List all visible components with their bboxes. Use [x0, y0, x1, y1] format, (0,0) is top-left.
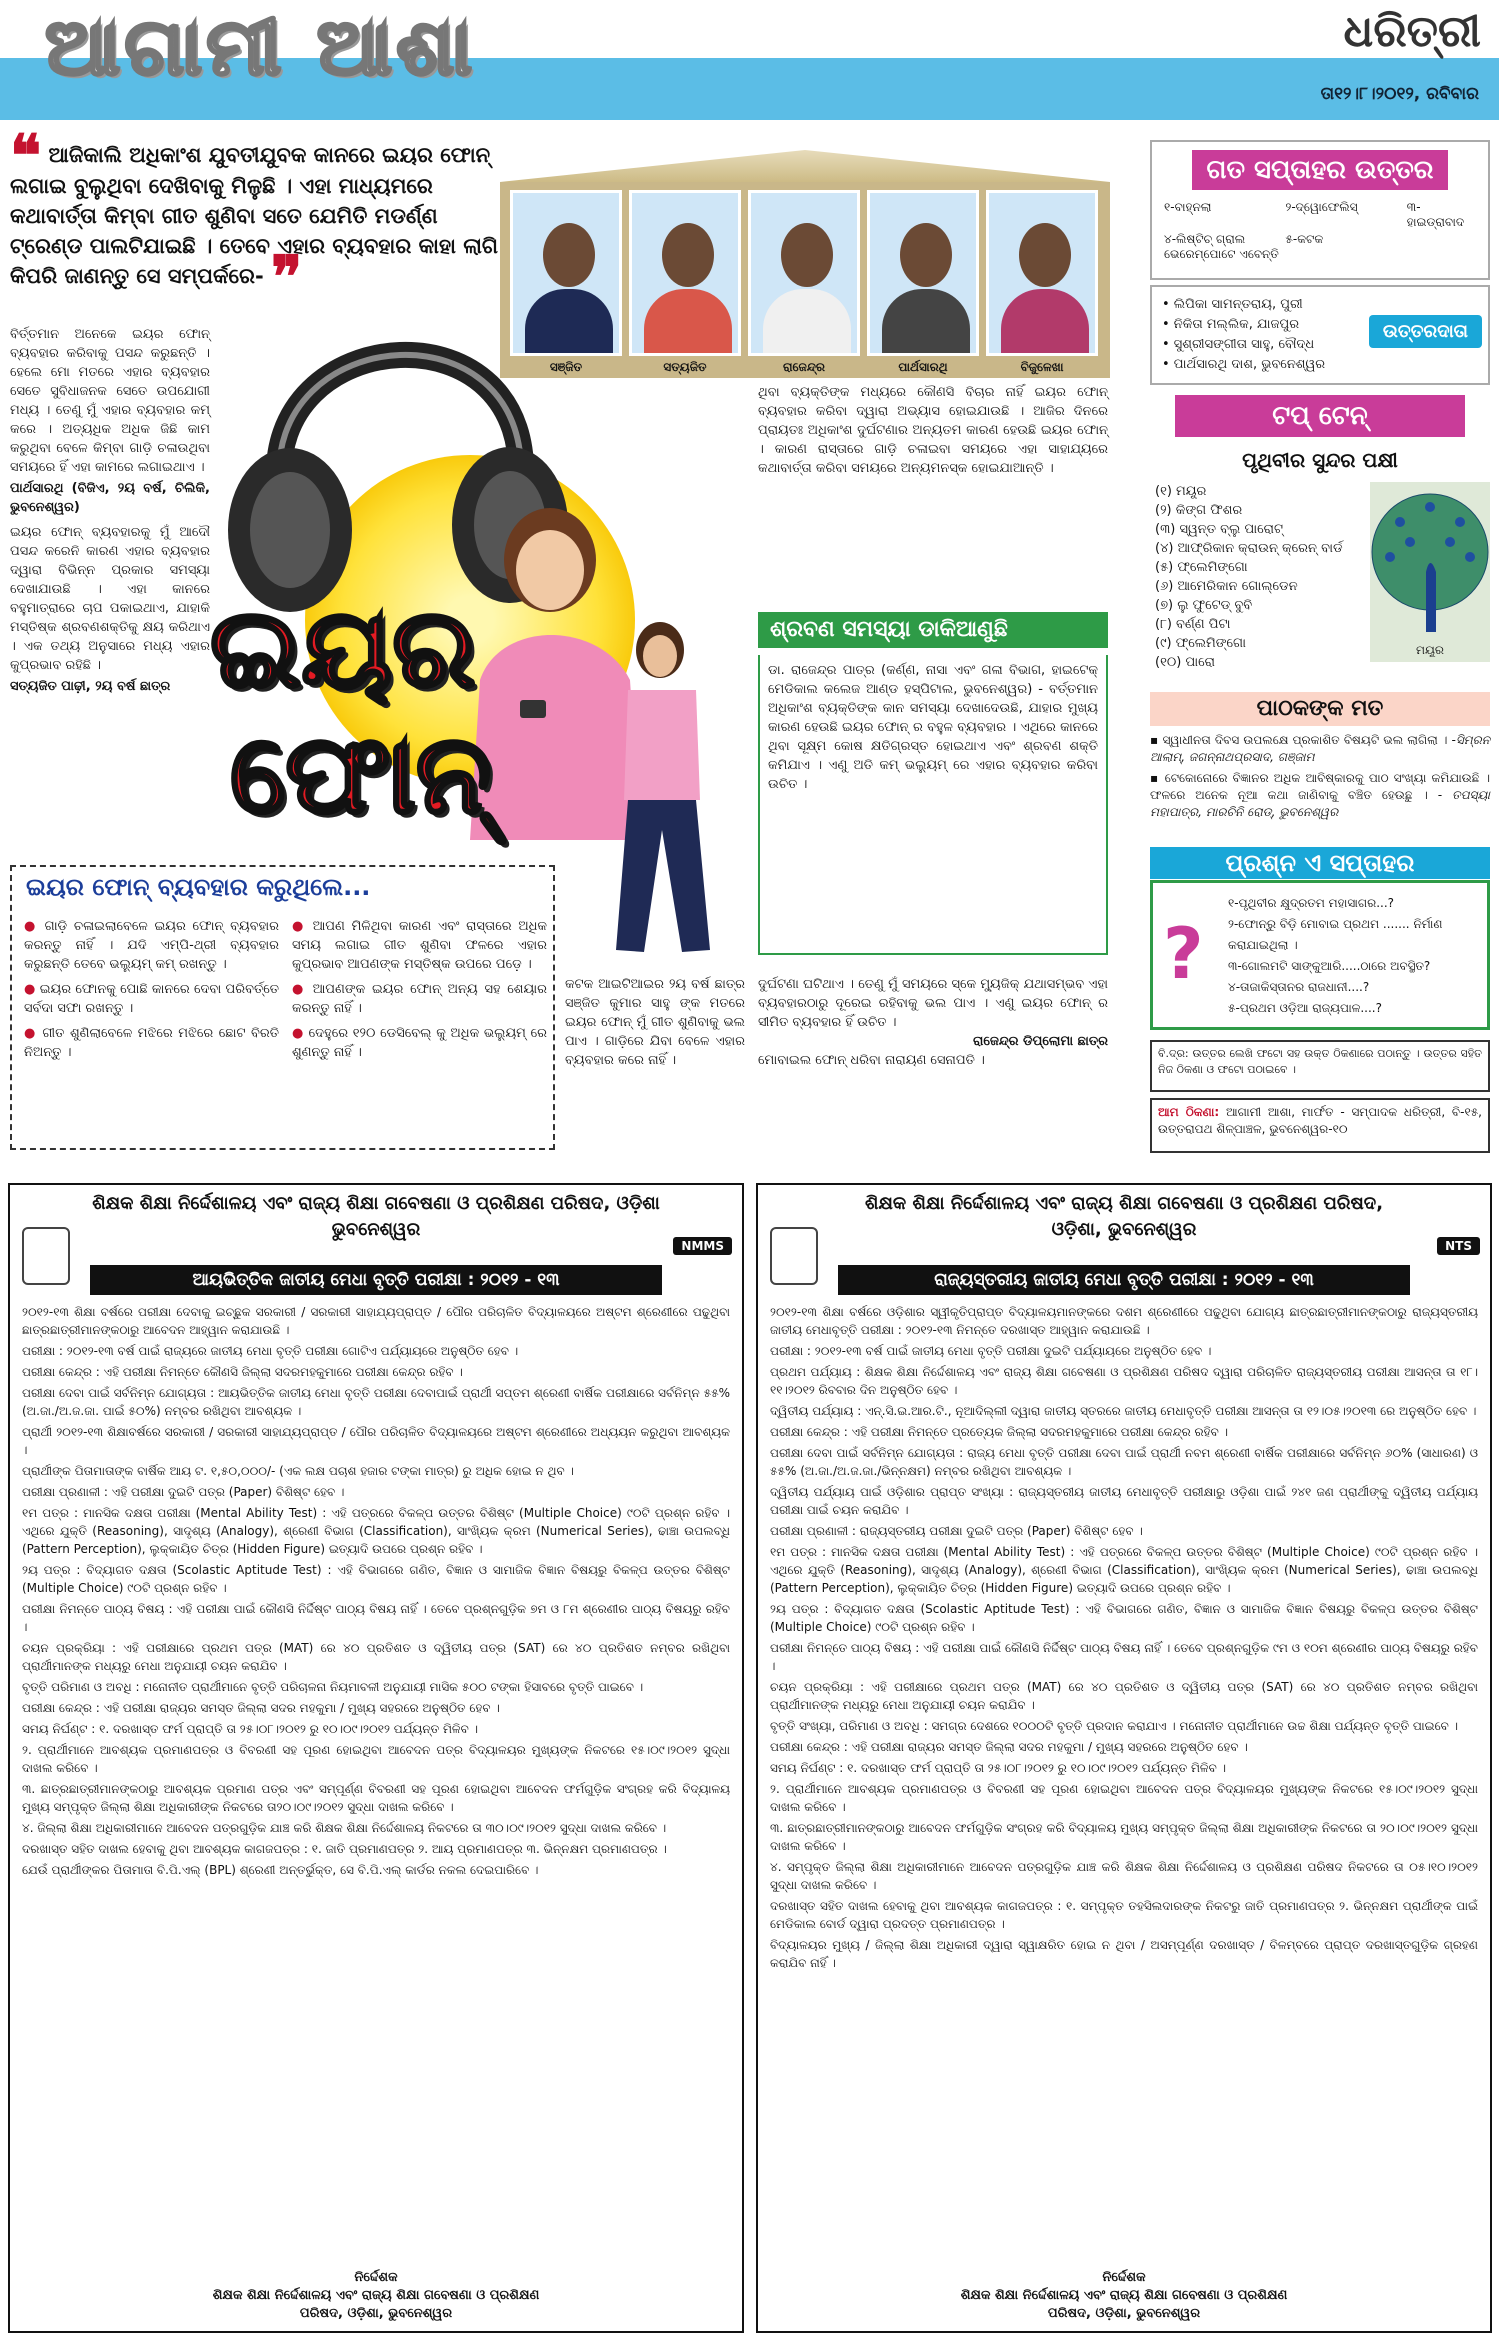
questions-box — [1150, 880, 1490, 1030]
issue-date: ତା୧୨।୮।୨୦୧୨, ରବିବାର — [1320, 84, 1479, 104]
notice-paragraph: ୧ମ ପତ୍ର : ମାନସିକ ଦକ୍ଷତା ପରୀକ୍ଷା (Mental Ability Test) : ଏହି ପତ୍ରରେ ବିକଳ୍ପ ଉତ୍ତର ବିଶିଷ୍ଟ (Multiple Choice) ୯୦ଟି ପ୍ରଶ୍ନ ରହିବ । ଏଥିରେ ଯୁକ୍ତି (Reasoning), ସାଦୃଶ୍ୟ (Analogy), ଶ୍ରେଣୀ ବିଭାଗ (Classification), ସାଂଖ୍ୟିକ କ୍ରମ (Numerical Series), ଢାଞ୍ଚା ଉପଲବ୍ଧି (Pattern Perception), ଲୁକ୍କାୟିତ ଚିତ୍ର (Hidden Figure) ଇତ୍ୟାଦି ଉପରେ ପ୍ରଶ୍ନ ରହିବ । — [22, 1506, 730, 1556]
bird-item: (୧୦) ପାରୋ — [1155, 655, 1215, 670]
portrait-caption: ପାର୍ଥସାରଥି — [898, 360, 948, 374]
notice-paragraph: ପରୀକ୍ଷା ଦେବା ପାଇଁ ସର୍ବନିମ୍ନ ଯୋଗ୍ୟତା : ରାଜ୍ୟ ମେଧା ବୃତ୍ତି ପରୀକ୍ଷା ଦେବା ପାଇଁ ପ୍ରାର୍ଥୀ ନବମ ଶ୍ରେଣୀ ବାର୍ଷିକ ପରୀକ୍ଷାରେ ସର୍ବନିମ୍ନ ୬୦% (ସାଧାରଣ) ଓ ୫୫% (ଅ.ଜା./ଅ.ଜ.ଜା./ଭିନ୍ନକ୍ଷମ) ନମ୍ବର ରଖିଥିବା ଆବଶ୍ୟକ । — [770, 1446, 1478, 1478]
notice-nmms-title: ଶିକ୍ଷକ ଶିକ୍ଷା ନିର୍ଦ୍ଦେଶାଳୟ ଏବଂ ରାଜ୍ୟ ଶିକ୍ଷା ଗବେଷଣା ଓ ପ୍ରଶିକ୍ଷଣ ପରିଷଦ, ଓଡ଼ିଶା — [92, 1193, 660, 1214]
tip-text: ଗାଡ଼ି ଚଳାଇଲାବେଳେ ଇୟର ଫୋନ୍ ବ୍ୟବହାର କରନ୍ତୁ ନାହିଁ । ଯଦି ଏମ୍‌ପି-ଥ୍ରୀ ବ୍ୟବହାର କରୁଛନ୍ତି ତେବେ ଭଲ୍ୟୁମ୍ କମ୍ ରଖନ୍ତୁ । — [24, 919, 279, 972]
portrait-head — [900, 223, 952, 287]
answerer-item: • ନିକିତା ମଲ୍ଲିକ, ଯାଜପୁର — [1162, 317, 1300, 332]
left-article-text-2: ଇୟର ଫୋନ୍ ବ୍ୟବହାରକୁ ମୁଁ ଆଦୌ ପସନ୍ଦ କରେନି କାରଣ ଏହାର ବ୍ୟବହାର ଦ୍ୱାରା ବିଭିନ୍ନ ପ୍ରକାର ସମସ୍ୟା ଦେଖାଯାଉଛି । ଏହା କାନରେ ବହୁମାତ୍ରାରେ ଚାପ ପକାଇଥାଏ, ଯାହାକି ମସ୍ତିଷ୍କ ଶ୍ରବଣଶକ୍ତିକୁ କ୍ଷୟ କରିଥାଏ । ଏକ ତଥ୍ୟ ଅନୁସାରେ ମଧ୍ୟ ଏହାର କୁପ୍ରଭାବ ରହିଛି । — [10, 525, 210, 673]
notice-paragraph: ୩. ଛାତ୍ରଛାତ୍ରୀମାନଙ୍କଠାରୁ ଆବଶ୍ୟକ ପ୍ରମାଣ ପତ୍ର ଏବଂ ସମ୍ପୂର୍ଣ୍ଣ ବିବରଣୀ ସହ ପୂରଣ ହୋଇଥିବା ଆବେଦନ ଫର୍ମଗୁଡ଼ିକ ସଂଗ୍ରହ କରି ବିଦ୍ୟାଳୟ ମୁଖ୍ୟ ସମ୍ପୃକ୍ତ ଜିଲ୍ଲା ଶିକ୍ଷା ଅଧିକାରୀଙ୍କ ନିକଟରେ ତା୨୦।୦୯।୨୦୧୨ ସୁଦ୍ଧା ଦାଖଲ କରିବେ । — [22, 1782, 730, 1814]
notice-paragraph: ପରୀକ୍ଷା କେନ୍ଦ୍ର : ଏହି ପରୀକ୍ଷା ରାଜ୍ୟର ସମସ୍ତ ଜିଲ୍ଲା ସଦର ମହକୁମା / ମୁଖ୍ୟ ସହରରେ ଅନୁଷ୍ଠିତ ହେବ । — [22, 1701, 500, 1715]
notice-paragraph: ୧ମ ପତ୍ର : ମାନସିକ ଦକ୍ଷତା ପରୀକ୍ଷା (Mental Ability Test) : ଏହି ପତ୍ରରେ ବିକଳ୍ପ ଉତ୍ତର ବିଶିଷ୍ଟ (Multiple Choice) ୯୦ଟି ପ୍ରଶ୍ନ ରହିବ । ଏଥିରେ ଯୁକ୍ତି (Reasoning), ସାଦୃଶ୍ୟ (Analogy), ଶ୍ରେଣୀ ବିଭାଗ (Classification), ସାଂଖ୍ୟିକ କ୍ରମ (Numerical Series), ଢାଞ୍ଚା ଉପଲବ୍ଧି (Pattern Perception), ଲୁକ୍କାୟିତ ଚିତ୍ର (Hidden Figure) ଇତ୍ୟାଦି ଉପରେ ପ୍ରଶ୍ନ ରହିବ । — [770, 1545, 1478, 1595]
notice-nts-banner: ରାଜ୍ୟସ୍ତରୀୟ ଜାତୀୟ ମେଧା ବୃତ୍ତି ପରୀକ୍ଷା : ୨୦୧୨ - ୧୩ — [838, 1265, 1410, 1295]
notice-nts-body — [758, 1303, 1490, 1972]
notice-paragraph: ପରୀକ୍ଷା : ୨୦୧୨-୧୩ ବର୍ଷ ପାଇଁ ରାଜ୍ୟରେ ଜାତୀୟ ମେଧା ବୃତ୍ତି ପରୀକ୍ଷା ଗୋଟିଏ ପର୍ଯ୍ୟାୟରେ ଅନୁଷ୍ଠିତ ହେବ । — [22, 1344, 519, 1358]
close-quote-icon: ❞ — [271, 243, 303, 311]
tip-text: ଇୟର ଫୋନକୁ ପୋଛି କାନରେ ଦେବା ପରିବର୍ତ୍ତେ ସର୍ବଦା ସଫା ରଖନ୍ତୁ । — [24, 982, 279, 1016]
reader-bullet-icon: ▪ — [1150, 771, 1165, 785]
tip-bullet-icon: ● — [24, 1026, 43, 1041]
notice-nmms-footer-3: ପରିଷଦ, ଓଡ଼ିଶା, ଭୁବନେଶ୍ୱର — [299, 2306, 453, 2321]
reader-letter — [1150, 732, 1490, 766]
portrait-caption: ବିଜୁଳେଖା — [1020, 360, 1064, 374]
address-box — [1150, 1098, 1490, 1153]
top-ten-list — [1155, 482, 1365, 672]
bird-item: (୫) ଫ୍ଲେମିଙ୍ଗୋ — [1155, 560, 1248, 575]
notice-paragraph: ପରୀକ୍ଷା ପ୍ରଣାଳୀ : ରାଜ୍ୟସ୍ତରୀୟ ପରୀକ୍ଷା ଦୁଇଟି ପତ୍ର (Paper) ବିଶିଷ୍ଟ ହେବ । — [770, 1524, 1143, 1538]
notice-paragraph: ଦ୍ୱିତୀୟ ପର୍ଯ୍ୟାୟ ପାଇଁ ଓଡ଼ିଶାର ପ୍ରାପ୍ତ ସଂଖ୍ୟା : ରାଜ୍ୟସ୍ତରୀୟ ଜାତୀୟ ମେଧାବୃତ୍ତି ପରୀକ୍ଷାରୁ ଓଡ଼ିଶା ପାଇଁ ୨୪୧ ଜଣ ପ୍ରାର୍ଥୀଙ୍କୁ ଦ୍ୱିତୀୟ ପର୍ଯ୍ୟାୟ ପରୀକ୍ଷା ପାଇଁ ଚୟନ କରାଯିବ । — [770, 1485, 1478, 1517]
notice-nts-title: ଶିକ୍ଷକ ଶିକ୍ଷା ନିର୍ଦ୍ଦେଶାଳୟ ଏବଂ ରାଜ୍ୟ ଶିକ୍ଷା ଗବେଷଣା ଓ ପ୍ରଶିକ୍ଷଣ ପରିଷଦ, — [864, 1193, 1384, 1214]
portrait-head — [1019, 223, 1071, 287]
reader-signature: -ସିମ୍ରନ ଆଲାମ୍, ଜଗନ୍ନାଥପ୍ରସାଦ, ଗଞ୍ଜାମ — [1150, 733, 1490, 764]
notice-nmms-tag: NMMS — [673, 1237, 732, 1255]
bird-item: (୧) ମୟୂର — [1155, 484, 1207, 499]
reader-signature: - ତପସ୍ୟା ମହାପାତ୍ର, ମାରଚିନି ରୋଡ୍, ଭୁବନେଶ୍ୱର — [1150, 788, 1491, 819]
address-label: ଆମ ଠିକଣା: — [1158, 1105, 1220, 1119]
peacock-caption: ମୟୂର — [1416, 643, 1444, 657]
bird-item: (୬) ଆମେରିକାନ ଗୋଲ୍ଡେନ — [1155, 579, 1298, 594]
notice-nts-footer-3: ପରିଷଦ, ଓଡ଼ିଶା, ଭୁବନେଶ୍ୱର — [1047, 2306, 1201, 2321]
left-article-signature: ପାର୍ଥସାରଥି (ବିଜିଏ, ୨ୟ ବର୍ଷ, ଚିଲିକି, ଭୁବନେଶ୍ୱର) — [10, 481, 210, 515]
answerer-item: • ସୁଶ୍ରୀସଙ୍ଗୀତା ସାହୁ, ବୌଦ୍ଧ — [1162, 337, 1315, 352]
scert-emblem-icon — [22, 1227, 70, 1285]
notice-paragraph: ୩. ଛାତ୍ରଛାତ୍ରୀମାନଙ୍କଠାରୁ ଆବେଦନ ଫର୍ମଗୁଡ଼ିକ ସଂଗ୍ରହ କରି ବିଦ୍ୟାଳୟ ମୁଖ୍ୟ ସମ୍ପୃକ୍ତ ଜିଲ୍ଲା ଶିକ୍ଷା ଅଧିକାରୀଙ୍କ ନିକଟରେ ତା ୨୦।୦୯।୨୦୧୨ ସୁଦ୍ଧା ଦାଖଲ କରିବେ । — [770, 1821, 1478, 1853]
left-article-signature-2: ସତ୍ୟଜିତ ପାଢ଼ୀ, ୨ୟ ବର୍ଷ ଛାତ୍ର — [10, 679, 171, 694]
mid-article-3-text: ମୋବାଇଲ ଫୋନ୍ ଧରିବା ନାରାୟଣ ସେନାପତି । — [758, 1053, 985, 1068]
notice-nts-tag: NTS — [1437, 1237, 1480, 1255]
masthead — [0, 0, 1499, 125]
top-ten-subtitle: ପୃଥିବୀର ସୁନ୍ଦର ପକ୍ଷୀ — [1242, 448, 1398, 472]
bird-item: (୯) ଫ୍ଲେମିଙ୍ଗୋ — [1155, 636, 1246, 651]
left-article — [10, 325, 210, 696]
notice-paragraph: ପ୍ରଥମ ପର୍ଯ୍ୟାୟ : ଶିକ୍ଷକ ଶିକ୍ଷା ନିର୍ଦ୍ଦେଶାଳୟ ଏବଂ ରାଜ୍ୟ ଶିକ୍ଷା ଗବେଷଣା ଓ ପ୍ରଶିକ୍ଷଣ ପରିଷଦ ଦ୍ୱାରା ପରିଚାଳିତ ରାଜ୍ୟସ୍ତରୀୟ ପରୀକ୍ଷା ଆସନ୍ତା ତା ୧୮।୧୧।୨୦୧୨ ରିବବାର ଦିନ ଅନୁଷ୍ଠିତ ହେବ । — [770, 1365, 1478, 1397]
notice-nmms-footer-2: ଶିକ୍ଷକ ଶିକ୍ଷା ନିର୍ଦ୍ଦେଶାଳୟ ଏବଂ ରାଜ୍ୟ ଶିକ୍ଷା ଗବେଷଣା ଓ ପ୍ରଶିକ୍ଷଣ — [212, 2288, 540, 2303]
notice-nts-footer-1: ନିର୍ଦ୍ଦେଶକ — [1102, 2270, 1146, 2285]
answers-list — [1152, 198, 1488, 264]
notice-paragraph: ପରୀକ୍ଷା କେନ୍ଦ୍ର : ଏହି ପରୀକ୍ଷା ନିମନ୍ତେ ପ୍ରତ୍ୟେକ ଜିଲ୍ଲା ସଦରମହକୁମାରେ ପରୀକ୍ଷା କେନ୍ଦ୍ର ରହିବ । — [770, 1425, 1229, 1439]
portrait-caption: ରାଜେନ୍ଦ୍ର — [783, 360, 825, 374]
top-ten-header: ଟପ୍ ଟେନ୍ — [1175, 395, 1465, 437]
readers-header: ପାଠକଙ୍କ ମତ — [1150, 692, 1490, 726]
notice-paragraph: ଚୟନ ପ୍ରକ୍ରିୟା : ଏହି ପରୀକ୍ଷାରେ ପ୍ରଥମ ପତ୍ର (MAT) ରେ ୪୦ ପ୍ରତିଶତ ଓ ଦ୍ୱିତୀୟ ପତ୍ର (SAT) ରେ ୪୦ ପ୍ରତିଶତ ନମ୍ବର ରଖିଥିବା ପ୍ରାର୍ଥୀମାନଙ୍କ ମଧ୍ୟରୁ ମେଧା ଅନୁଯାୟୀ ଚୟନ କରାଯିବ । — [22, 1641, 730, 1673]
answerers-box — [1150, 285, 1490, 385]
tips-box — [10, 865, 555, 1150]
portrait-body — [644, 289, 732, 356]
question-item: ୧-ପୃଥିବୀର କ୍ଷୁଦ୍ରତମ ମହାସାଗର...? — [1228, 896, 1395, 910]
tip-bullet-icon: ● — [24, 919, 45, 934]
notice-paragraph: ଚୟନ ପ୍ରକ୍ରିୟା : ଏହି ପରୀକ୍ଷାରେ ପ୍ରଥମ ପତ୍ର (MAT) ରେ ୪୦ ପ୍ରତିଶତ ଓ ଦ୍ୱିତୀୟ ପତ୍ର (SAT) ରେ ୪୦ ପ୍ରତିଶତ ନମ୍ବର ରଖିଥିବା ପ୍ରାର୍ଥୀମାନଙ୍କ ମଧ୍ୟରୁ ମେଧା ଅନୁଯାୟୀ ଚୟନ କରାଯିବ । — [770, 1680, 1478, 1712]
question-item: ୩-ଗୋଲମଟି ସାଙ୍କୁଆରି.....ଠାରେ ଅବସ୍ଥିତ? — [1228, 959, 1431, 973]
hearing-article: ଡା. ରାଜେନ୍ଦ୍ର ପାତ୍ର (କର୍ଣ୍ଣ, ନାସା ଏବଂ ଗଳା ବିଭାଗ, ହାଇଟେକ୍ ମେଡିକାଲ କଲେଜ ଆଣ୍ଡ ହସ୍ପିଟାଲ, ଭୁବନେଶ୍ୱର) - ବର୍ତ୍ତମାନ ଅଧିକାଂଶ ବ୍ୟକ୍ତିଙ୍କ କାନ ସମସ୍ୟା ଦେଖାଦେଉଛି, ଯାହାର ମୁଖ୍ୟ କାରଣ ହେଉଛି ଇୟର ଫୋନ୍ ର ବହୁଳ ବ୍ୟବହାର । ଏଥିରେ କାନରେ ଥିବା ସୂକ୍ଷ୍ମ କୋଷ କ୍ଷତିଗ୍ରସ୍ତ ହୋଇଥାଏ ଏବଂ ଶ୍ରବଣ ଶକ୍ତି କମିଯାଏ । ଏଣୁ ଅତି କମ୍ ଭଲ୍ୟୁମ୍ ରେ ଏହାର ବ୍ୟବହାର କରିବା ଉଚିତ । — [758, 655, 1108, 955]
answer-item: ୫-କଟକ — [1285, 232, 1324, 246]
questions-list — [1228, 893, 1483, 1019]
feature-title-line-2: ଫୋନ୍ — [230, 709, 492, 838]
portrait-caption: ସତ୍ୟଜିତ — [663, 360, 707, 374]
notice-paragraph: ସମୟ ନିର୍ଘଣ୍ଟ : ୧. ଦରଖାସ୍ତ ଫର୍ମ ପ୍ରାପ୍ତି ତା ୨୫।୦୮।୨୦୧୨ ରୁ ୧୦।୦୯।୨୦୧୨ ପର୍ଯ୍ୟନ୍ତ ମିଳିବ । — [770, 1761, 1226, 1775]
answers-header: ଗତ ସପ୍ତାହର ଉତ୍ତର — [1192, 150, 1448, 190]
portrait-caption: ସଞ୍ଜିତ — [549, 360, 583, 374]
hearing-header-text: ଶ୍ରବଣ ସମସ୍ୟା ଡାକିଆଣୁଛି — [770, 617, 1008, 642]
tip-item — [24, 980, 279, 1018]
portrait-photo — [629, 190, 741, 356]
answer-item: ୨-ଦ୍ୱୋଫେଲିସ୍ — [1285, 200, 1358, 214]
tip-text: ଆପଣ ମିଳିଥିବା କାରଣ ଏବଂ ରାସ୍ତାରେ ଅଧିକ ସମୟ ଲଗାଇ ଗୀତ ଶୁଣିବା ଫଳରେ ଏହାର କୁପ୍ରଭାବ ଆପଣଙ୍କ ମସ୍ତିଷ୍କ ଉପରେ ପଡ଼େ । — [292, 919, 547, 972]
notice-paragraph: ସମୟ ନିର୍ଘଣ୍ଟ : ୧. ଦରଖାସ୍ତ ଫର୍ମ ପ୍ରାପ୍ତି ତା ୨୫।୦୮।୨୦୧୨ ରୁ ୧୦।୦୯।୨୦୧୨ ପର୍ଯ୍ୟନ୍ତ ମିଳିବ । — [22, 1722, 478, 1736]
notice-paragraph: ପ୍ରାର୍ଥୀଙ୍କ ପିତାମାତାଙ୍କ ବାର୍ଷିକ ଆୟ ଟ. ୧,୫୦,୦୦୦/- (ଏକ ଲକ୍ଷ ପଚାଶ ହଜାର ଟଙ୍କା ମାତ୍ର) ରୁ ଅଧିକ ହୋଇ ନ ଥିବ । — [22, 1464, 574, 1478]
answer-item: ୩-ହାଇଡ୍ରାବାଦ — [1406, 200, 1465, 229]
question-week-title: ପ୍ରଶ୍ନ ଏ ସପ୍ତାହର — [1225, 849, 1415, 877]
photo-strip-roof — [500, 150, 1110, 182]
bird-item: (୮) ବର୍ଣ୍ଣ ପିଟା — [1155, 617, 1231, 632]
portrait-head — [781, 223, 833, 287]
peacock-icon — [1370, 482, 1490, 662]
notice-nts-city: ଓଡ଼ିଶା, ଭୁବନେଶ୍ୱର — [1051, 1219, 1197, 1240]
question-week-header — [1150, 847, 1490, 879]
tip-item — [292, 917, 547, 974]
notice-paragraph: ଦ୍ୱିତୀୟ ପର୍ଯ୍ୟାୟ : ଏନ୍.ସି.ଇ.ଆର.ଟି., ନୂଆଦିଲ୍ଲୀ ଦ୍ୱାରା ଜାତୀୟ ସ୍ତରରେ ଜାତୀୟ ମେଧାବୃତ୍ତି ପରୀକ୍ଷା ଆସନ୍ତା ତା ୧୨।୦୫।୨୦୧୩ ରେ ଅନୁଷ୍ଠିତ ହେବ । — [770, 1404, 1477, 1418]
answerers-list — [1152, 287, 1362, 383]
notice-paragraph: ଦରଖାସ୍ତ ସହିତ ଦାଖଲ ହେବାକୁ ଥିବା ଆବଶ୍ୟକ କାଗଜପତ୍ର : ୧. ଜାତି ପ୍ରମାଣପତ୍ର ୨. ଆୟ ପ୍ରମାଣପତ୍ର ୩. ଭିନ୍ନକ୍ଷମ ପ୍ରମାଣପତ୍ର । — [22, 1842, 667, 1856]
notice-paragraph: ବୃତ୍ତି ସଂଖ୍ୟା, ପରିମାଣ ଓ ଅବଧି : ସମଗ୍ର ଦେଶରେ ୧୦୦୦ଟି ବୃତ୍ତି ପ୍ରଦାନ କରାଯାଏ । ମନୋନୀତ ପ୍ରାର୍ଥୀମାନେ ଉଚ୍ଚ ଶିକ୍ଷା ପର୍ଯ୍ୟନ୍ତ ବୃତ୍ତି ପାଇବେ । — [770, 1719, 1458, 1733]
question-item: ୪-ତାଜାକିସ୍ତାନର ରାଜଧାନୀ....? — [1228, 980, 1370, 994]
note-box: ବି.ଦ୍ର: ଉତ୍ତର ଲେଖି ଫଟୋ ସହ ଉକ୍ତ ଠିକଣାରେ ପଠାନ୍ତୁ । ଉତ୍ତର ସହିତ ନିଜ ଠିକଣା ଓ ଫଟୋ ପଠାଇବେ । — [1150, 1040, 1490, 1092]
notice-nts-footer-2: ଶିକ୍ଷକ ଶିକ୍ଷା ନିର୍ଦ୍ଦେଶାଳୟ ଏବଂ ରାଜ୍ୟ ଶିକ୍ଷା ଗବେଷଣା ଓ ପ୍ରଶିକ୍ଷଣ — [960, 2288, 1288, 2303]
portrait-photo — [986, 190, 1098, 356]
hearing-section-header — [758, 612, 1108, 648]
notice-nmms-footer — [10, 2269, 742, 2323]
notice-nmms-banner: ଆୟଭିତ୍ତିକ ଜାତୀୟ ମେଧା ବୃତ୍ତି ପରୀକ୍ଷା : ୨୦୧୨ - ୧୩ — [90, 1265, 662, 1295]
notice-paragraph: ୨. ପ୍ରାର୍ଥୀମାନେ ଆବଶ୍ୟକ ପ୍ରମାଣପତ୍ର ଓ ବିବରଣୀ ସହ ପୂରଣ ହୋଇଥିବା ଆବେଦନ ପତ୍ର ବିଦ୍ୟାଳୟର ମୁଖ୍ୟଙ୍କ ନିକଟରେ ୧୫।୦୯।୨୦୧୨ ସୁଦ୍ଧା ଦାଖଲ କରିବେ । — [22, 1743, 730, 1775]
photo-strip — [500, 182, 1110, 378]
tip-bullet-icon: ● — [292, 1026, 309, 1041]
tips-column-2 — [292, 917, 547, 1068]
notice-paragraph: ପରୀକ୍ଷା କେନ୍ଦ୍ର : ଏହି ପରୀକ୍ଷା ନିମନ୍ତେ କୌଣସି ଜିଲ୍ଲା ସଦରମହକୁମାରେ ପରୀକ୍ଷା କେନ୍ଦ୍ର ରହିବ । — [22, 1365, 463, 1379]
readers-letters — [1150, 732, 1490, 825]
portrait-photo — [748, 190, 860, 356]
tip-item — [292, 1024, 547, 1062]
reader-bullet-icon: ▪ — [1150, 733, 1163, 747]
notice-paragraph: ପରୀକ୍ଷା ଦେବା ପାଇଁ ସର୍ବନିମ୍ନ ଯୋଗ୍ୟତା : ଆୟଭିତ୍ତିକ ଜାତୀୟ ମେଧା ବୃତ୍ତି ପରୀକ୍ଷା ଦେବାପାଇଁ ପ୍ରାର୍ଥୀ ସପ୍ତମ ଶ୍ରେଣୀ ବାର୍ଷିକ ପରୀକ୍ଷାରେ ସର୍ବନିମ୍ନ ୫୫% (ଅ.ଜା./ଅ.ଜ.ଜା. ପାଇଁ ୫୦%) ନମ୍ବର ରଖିଥିବା ଆବଶ୍ୟକ । — [22, 1386, 730, 1418]
bird-item: (୨) କିଙ୍ଗ ଫିଶର — [1155, 503, 1243, 518]
bird-item: (୩) ସ୍ୱନ୍ତ ବ୍ଲୁ ପାରୋଟ୍ — [1155, 522, 1283, 537]
notice-paragraph: ପରୀକ୍ଷା : ୨୦୧୨-୧୩ ବର୍ଷ ପାଇଁ ଜାତୀୟ ମେଧା ବୃତ୍ତି ପରୀକ୍ଷା ଦୁଇଟି ପର୍ଯ୍ୟାୟରେ ଅନୁଷ୍ଠିତ ହେବ । — [770, 1344, 1212, 1358]
mid-article-2 — [758, 975, 1108, 1070]
tip-item — [24, 917, 279, 974]
portrait-photo — [867, 190, 979, 356]
tip-item — [24, 1024, 279, 1062]
notice-paragraph: ୨୦୧୨-୧୩ ଶିକ୍ଷା ବର୍ଷରେ ପରୀକ୍ଷା ଦେବାକୁ ଇଚ୍ଛୁକ ସରକାରୀ / ସରକାରୀ ସାହାଯ୍ୟପ୍ରାପ୍ତ / ପୌର ପରିଚାଳିତ ବିଦ୍ୟାଳୟରେ ଅଷ୍ଟମ ଶ୍ରେଣୀରେ ପଢୁଥିବା ଛାତ୍ରଛାତ୍ରୀମାନଙ୍କଠାରୁ ଆବେଦନ ଆହ୍ୱାନ କରାଯାଉଛି । — [22, 1305, 730, 1337]
portrait-head — [662, 223, 714, 287]
question-mark-icon: ? — [1163, 913, 1204, 995]
portrait-body — [1001, 289, 1089, 356]
notice-paragraph: ପରୀକ୍ଷା କେନ୍ଦ୍ର : ଏହି ପରୀକ୍ଷା ରାଜ୍ୟର ସମସ୍ତ ଜିଲ୍ଲା ସଦର ମହକୁମା / ମୁଖ୍ୟ ସହରରେ ଅନୁଷ୍ଠିତ ହେବ । — [770, 1740, 1248, 1754]
answer-item: ୧-ବାହ୍ନଲା — [1164, 200, 1212, 214]
notice-paragraph: ଯେଉଁ ପ୍ରାର୍ଥୀଙ୍କର ପିତାମାତା ବି.ପି.ଏଲ୍ (BPL) ଶ୍ରେଣୀ ଅନ୍ତର୍ଭୁକ୍ତ, ସେ ବି.ପି.ଏଲ୍ କାର୍ଡର ନକଲ ଦେଇପାରିବେ । — [22, 1863, 539, 1877]
sajit-article: କଟକ ଆଇଟିଆଇର ୨ୟ ବର୍ଷ ଛାତ୍ର ସଞ୍ଜିତ କୁମାର ସାହୁ ଙ୍କ ମତରେ ଇୟର ଫୋନ୍ ମୁଁ ଗୀତ ଶୁଣିବାକୁ ଭଲ ପାଏ । ଗାଡ଼ିରେ ଯିବା ବେଳେ ଏହାର ବ୍ୟବହାର କରେ ନାହିଁ । — [565, 977, 745, 1068]
notice-nts — [756, 1183, 1492, 2333]
answerer-item: • ପାର୍ଥସାରଥି ଦାଶ, ଭୁବନେଶ୍ୱର — [1162, 357, 1326, 372]
notice-paragraph: ପ୍ରାର୍ଥୀ ୨୦୧୨-୧୩ ଶିକ୍ଷାବର୍ଷରେ ସରକାରୀ / ସରକାରୀ ସାହାଯ୍ୟପ୍ରାପ୍ତ / ପୌର ପରିଚାଳିତ ବିଦ୍ୟାଳୟରେ ଅଷ୍ଟମ ଶ୍ରେଣୀରେ ଅଧ୍ୟୟନ କରୁଥିବା ଆବଶ୍ୟକ । — [22, 1425, 730, 1457]
notice-paragraph: ପରୀକ୍ଷା ନିମନ୍ତେ ପାଠ୍ୟ ବିଷୟ : ଏହି ପରୀକ୍ଷା ପାଇଁ କୌଣସି ନିର୍ଦ୍ଦିଷ୍ଟ ପାଠ୍ୟ ବିଷୟ ନାହିଁ । ତେବେ ପ୍ରଶ୍ନଗୁଡ଼ିକ ୯ମ ଓ ୧୦ମ ଶ୍ରେଣୀର ପାଠ୍ୟ ବିଷୟରୁ ରହିବ । — [770, 1641, 1478, 1673]
feature-title — [210, 585, 492, 837]
section-title: ଆଗାମୀ ଆଶା — [45, 2, 477, 93]
reader-text: ସ୍ୱାଧୀନତା ଦିବସ ଉପଲକ୍ଷେ ପ୍ରକାଶିତ ବିଷୟଟି ଭଲ ଲାଗିଲା । — [1162, 733, 1452, 747]
notice-paragraph: ପରୀକ୍ଷା ନିମନ୍ତେ ପାଠ୍ୟ ବିଷୟ : ଏହି ପରୀକ୍ଷା ପାଇଁ କୌଣସି ନିର୍ଦ୍ଦିଷ୍ଟ ପାଠ୍ୟ ବିଷୟ ନାହିଁ । ତେବେ ପ୍ରଶ୍ନଗୁଡ଼ିକ ୭ମ ଓ ୮ମ ଶ୍ରେଣୀର ପାଠ୍ୟ ବିଷୟରୁ ରହିବ । — [22, 1602, 730, 1634]
feature-title-line-1: ଇୟର — [210, 583, 476, 712]
notice-paragraph: ୨. ପ୍ରାର୍ଥୀମାନେ ଆବଶ୍ୟକ ପ୍ରମାଣପତ୍ର ଓ ବିବରଣୀ ସହ ପୂରଣ ହୋଇଥିବା ଆବେଦନ ପତ୍ର ବିଦ୍ୟାଳୟର ମୁଖ୍ୟଙ୍କ ନିକଟରେ ୧୫।୦୯।୨୦୧୨ ସୁଦ୍ଧା ଦାଖଲ କରିବେ । — [770, 1782, 1478, 1814]
notice-nmms — [8, 1183, 744, 2333]
notice-paragraph: ଦରଖାସ୍ତ ସହିତ ଦାଖଲ ହେବାକୁ ଥିବା ଆବଶ୍ୟକ କାଗଜପତ୍ର : ୧. ସମ୍ପୃକ୍ତ ତହସିଲଦାରଙ୍କ ନିକଟରୁ ଜାତି ପ୍ରମାଣପତ୍ର ୨. ଭିନ୍ନକ୍ଷମ ପ୍ରାର୍ଥୀଙ୍କ ପାଇଁ ମେଡିକାଲ ବୋର୍ଡ ଦ୍ୱାରା ପ୍ରଦତ୍ତ ପ୍ରମାଣପତ୍ର । — [770, 1899, 1478, 1931]
tip-text: ଆପଣଙ୍କ ଇୟର ଫୋନ୍ ଅନ୍ୟ ସହ ଶେୟାର କରନ୍ତୁ ନାହିଁ । — [292, 982, 547, 1016]
mid-article-2-text: ଦୁର୍ଘଟଣା ଘଟିଥାଏ । ତେଣୁ ମୁଁ ସମୟରେ ସ୍କେ ମ୍ୟୁଜିକ୍ ଯଥାସମ୍ଭବ ଏହା ବ୍ୟବହାରଠାରୁ ଦୂରେଇ ରହିବାକୁ ଭଲ ପାଏ । ଏଣୁ ଇୟର ଫୋନ୍ ର ସୀମିତ ବ୍ୟବହାର ହିଁ ଉଚିତ । — [758, 977, 1108, 1030]
notice-paragraph: ୪. ସମ୍ପୃକ୍ତ ଜିଲ୍ଲା ଶିକ୍ଷା ଅଧିକାରୀମାନେ ଆବେଦନ ପତ୍ରଗୁଡ଼ିକ ଯାଞ୍ଚ କରି ଶିକ୍ଷକ ଶିକ୍ଷା ନିର୍ଦ୍ଦେଶାଳୟ ଓ ପ୍ରଶିକ୍ଷଣ ପରିଷଦ ନିକଟରେ ତା ୦୫।୧୦।୨୦୧୨ ସୁଦ୍ଧା ଦାଖଲ କରିବେ । — [770, 1860, 1478, 1892]
portrait-body — [763, 289, 851, 356]
answerer-item: • ଲିପିକା ସାମନ୍ତରାୟ, ପୁରୀ — [1162, 297, 1303, 312]
newspaper-logo: ଧରିତ୍ରୀ — [1343, 6, 1481, 57]
tip-item — [292, 980, 547, 1018]
tip-text: ଗୀତ ଶୁଣିଲାବେଳେ ମଝିରେ ମଝିରେ ଛୋଟ ବିରତି ନିଅନ୍ତୁ । — [24, 1026, 280, 1060]
tip-bullet-icon: ● — [292, 919, 313, 934]
running-girl-figure — [600, 610, 730, 990]
notice-paragraph: ୨ୟ ପତ୍ର : ବିଦ୍ୟାଗତ ଦକ୍ଷତା (Scolastic Aptitude Test) : ଏହି ବିଭାଗରେ ଗଣିତ, ବିଜ୍ଞାନ ଓ ସାମାଜିକ ବିଜ୍ଞାନ ବିଷୟରୁ ବିକଳ୍ପ ଉତ୍ତର ବିଶିଷ୍ଟ (Multiple Choice) ୯୦ଟି ପ୍ରଶ୍ନ ରହିବ । — [770, 1602, 1478, 1634]
answer-item: ୪-ଲିଷ୍ଟିଚ୍ ଗ୍ରାଲ ଭେରେମ୍ପୋଟେ ଏବେନ୍ତି — [1164, 232, 1279, 261]
notice-nmms-city: ଭୁବନେଶ୍ୱର — [331, 1219, 421, 1240]
reader-letter — [1150, 770, 1490, 821]
notice-nmms-body — [10, 1303, 742, 1879]
mid-article-signature: ରାଜେନ୍ଦ୍ର ଡିପ୍ଲୋମା ଛାତ୍ର — [973, 1034, 1108, 1049]
portrait-body — [882, 289, 970, 356]
answerers-label: ଉତ୍ତରଦାତା — [1369, 315, 1482, 348]
reader-text: ଟେକୋନୋରେ ବିଜ୍ଞାନର ଅଧିକ ଆବିଷ୍କାରକୁ ପାଠ ସଂଖ୍ୟା କମିଯାଉଛି । ଫଳରେ ଅନେକ ନୂଆ କଥା ଜାଣିବାକୁ ବଞ୍ଚିତ ହେଉଛୁ । — [1150, 771, 1490, 802]
lead-quote-text: ଆଜିକାଲି ଅଧିକାଂଶ ଯୁବତୀଯୁବକ କାନରେ ଇୟର ଫୋନ୍ ଲଗାଇ ବୁଲୁଥିବା ଦେଖିବାକୁ ମିଳୁଛି । ଏହା ମାଧ୍ୟମରେ କଥାବାର୍ତ୍ତା କିମ୍ବା ଗୀତ ଶୁଣିବା ସତେ ଯେମିତି ମଡର୍ଣ୍ଣ ଟ୍ରେଣ୍ଡ ପାଲଟିଯାଇଛି । ତେବେ ଏହାର ବ୍ୟବହାର କାହା ଲାଗି କିପରି ଜାଣନ୍ତୁ ସେ ସମ୍ପର୍କରେ- — [10, 143, 498, 288]
notice-paragraph: ୪. ଜିଲ୍ଲା ଶିକ୍ଷା ଅଧିକାରୀମାନେ ଆବେଦନ ପତ୍ରଗୁଡ଼ିକ ଯାଞ୍ଚ କରି ଶିକ୍ଷକ ଶିକ୍ଷା ନିର୍ଦ୍ଦେଶାଳୟ ନିକଟରେ ତା ୩୦।୦୯।୨୦୧୨ ସୁଦ୍ଧା ଦାଖଲ କରିବେ । — [22, 1821, 667, 1835]
notice-paragraph: ବୃତ୍ତି ପରିମାଣ ଓ ଅବଧି : ମନୋନୀତ ପ୍ରାର୍ଥୀମାନେ ବୃତ୍ତି ପରିଚାଳନା ନିୟମାବଳୀ ଅନୁଯାୟୀ ମାସିକ ୫୦୦ ଟଙ୍କା ହିସାବରେ ବୃତ୍ତି ପାଇବେ । — [22, 1680, 644, 1694]
bird-item: (୭) ଲୁ ଫୁଟେଡ୍ ବୁବି — [1155, 598, 1253, 613]
notice-paragraph: ୨୦୧୨-୧୩ ଶିକ୍ଷା ବର୍ଷରେ ଓଡ଼ିଶାର ସ୍ୱୀକୃତିପ୍ରାପ୍ତ ବିଦ୍ୟାଳୟମାନଙ୍କରେ ଦଶମ ଶ୍ରେଣୀରେ ପଢୁଥିବା ଯୋଗ୍ୟ ଛାତ୍ରଛାତ୍ରୀମାନଙ୍କଠାରୁ ରାଜ୍ୟସ୍ତରୀୟ ଜାତୀୟ ମେଧାବୃତ୍ତି ପରୀକ୍ଷା : ୨୦୧୨-୧୩ ନିମନ୍ତେ ଦରଖାସ୍ତ ଆହ୍ୱାନ କରାଯାଉଛି । — [770, 1305, 1478, 1337]
notice-paragraph: ବିଦ୍ୟାଳୟର ମୁଖ୍ୟ / ଜିଲ୍ଲା ଶିକ୍ଷା ଅଧିକାରୀ ଦ୍ୱାରା ସ୍ୱାକ୍ଷରିତ ହୋଇ ନ ଥିବା / ଅସମ୍ପୂର୍ଣ୍ଣ ଦରଖାସ୍ତ / ବିଳମ୍ବରେ ପ୍ରାପ୍ତ ଦରଖାସ୍ତଗୁଡ଼ିକ ଗ୍ରହଣ କରାଯିବ ନାହିଁ । — [770, 1938, 1478, 1970]
answers-box — [1150, 140, 1490, 280]
address-text: ଆଗାମୀ ଆଶା, ମାର୍ଫତ - ସମ୍ପାଦକ ଧରିତ୍ରୀ, ବି-୧୫, ଉତ୍ତରାପଥ ଶିଳ୍ପାଞ୍ଚଳ, ଭୁବନେଶ୍ୱର-୧୦ — [1158, 1105, 1482, 1136]
tip-bullet-icon: ● — [24, 982, 40, 997]
tips-column-1 — [24, 917, 279, 1068]
notice-paragraph: ପରୀକ୍ଷା ପ୍ରଣାଳୀ : ଏହି ପରୀକ୍ଷା ଦୁଇଟି ପତ୍ର (Paper) ବିଶିଷ୍ଟ ହେବ । — [22, 1485, 345, 1499]
scert-emblem-icon — [770, 1227, 818, 1285]
left-article-text: ବିର୍ତ୍ତମାନ ଅନେକେ ଇୟର ଫୋନ୍ ବ୍ୟବହାର କରିବାକୁ ପସନ୍ଦ କରୁଛନ୍ତି । ହେଲେ ମୋ ମତରେ ଏହାର ବ୍ୟବହାର ସେତେ ସୁବିଧାଜନକ ସେତେ ଉପଯୋଗୀ ମଧ୍ୟ । ତେଣୁ ମୁଁ ଏହାର ବ୍ୟବହାର କମ୍ କରେ । ଅତ୍ୟଧିକ ଅଧିକ ଜିଛି କାମ କରୁଥିବା ବେଳେ କିମ୍ବା ଗାଡ଼ି ଚଳାଉଥିବା ସମୟରେ ହିଁ ଏହା କାମରେ ଲଗାଇଥାଏ । — [10, 327, 210, 475]
notice-nmms-footer-1: ନିର୍ଦ୍ଦେଶକ — [354, 2270, 398, 2285]
tips-header: ଇୟର ଫୋନ୍ ବ୍ୟବହାର କରୁଥିଲେ... — [26, 873, 371, 901]
notice-paragraph: ୨ୟ ପତ୍ର : ବିଦ୍ୟାଗତ ଦକ୍ଷତା (Scolastic Aptitude Test) : ଏହି ବିଭାଗରେ ଗଣିତ, ବିଜ୍ଞାନ ଓ ସାମାଜିକ ବିଜ୍ଞାନ ବିଷୟରୁ ବିକଳ୍ପ ଉତ୍ତର ବିଶିଷ୍ଟ (Multiple Choice) ୯୦ଟି ପ୍ରଶ୍ନ ରହିବ । — [22, 1563, 730, 1595]
notice-nts-footer — [758, 2269, 1490, 2323]
mid-article-1: ଥିବା ବ୍ୟକ୍ତିଙ୍କ ମଧ୍ୟରେ କୌଣସି ବିଚାର ନାହିଁ ଇୟର ଫୋନ୍ ବ୍ୟବହାର କରିବା ଦ୍ୱାରା ଅଭ୍ୟାସ ହୋଇଯାଉଛି । ଆଜିର ଦିନରେ ପ୍ରାୟତଃ ଅଧିକାଂଶ ଦୁର୍ଘଟଣାର ଅନ୍ୟତମ କାରଣ ହେଉଛି ଇୟର ଫୋନ୍ । କାରଣ ରାସ୍ତାରେ ଗାଡ଼ି ଚଳାଇବା ସମୟରେ ଏହା ସାହାଯ୍ୟରେ କଥାବାର୍ତ୍ତା କରିବା ସମୟରେ ଅନ୍ୟମନସ୍କ ହୋଇଯାଆନ୍ତି । — [758, 385, 1108, 476]
tip-text: ଦେହୁରେ ୧୨୦ ଡେସିବେଲ୍ କୁ ଅଧିକ ଭଲ୍ୟୁମ୍ ରେ ଶୁଣନ୍ତୁ ନାହିଁ । — [292, 1026, 547, 1060]
open-quote-icon: ❝ — [10, 122, 42, 190]
question-item: ୫-ପ୍ରଥମ ଓଡ଼ିଆ ରାଜ୍ୟପାଳ....? — [1228, 1001, 1382, 1015]
bird-item: (୪) ଆଫ୍ରିକାନ କ୍ରାଉନ୍ କ୍ରେନ୍ ବାର୍ଡ — [1155, 541, 1343, 556]
tip-bullet-icon: ● — [292, 982, 313, 997]
question-item: ୨-ଫୋନ୍‌ରୁ ବିଡ଼ି ମୋବାଇ ପ୍ରଥମ ....... ନିର୍ମାଣ କରାଯାଇଥିଲା । — [1228, 917, 1443, 952]
